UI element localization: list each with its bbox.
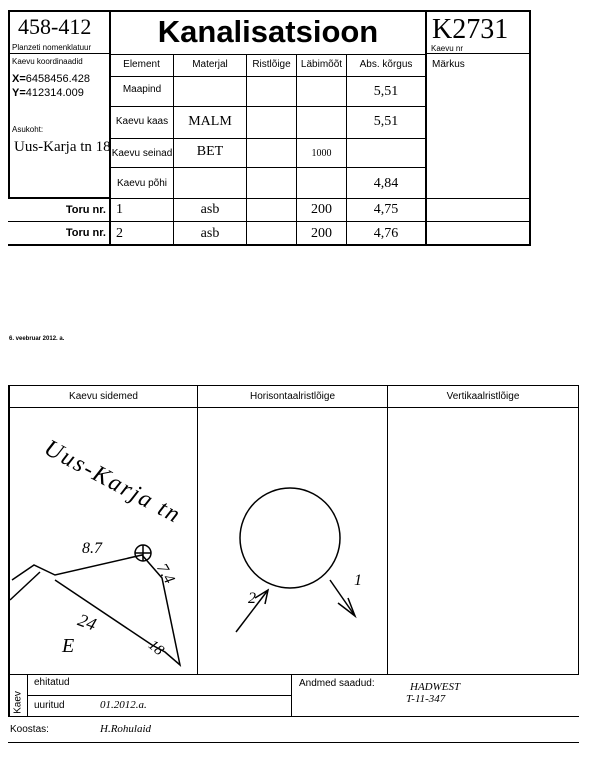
pipe-1-material: asb [200, 202, 220, 217]
date-note: 6. veebruar 2012. a. [9, 336, 65, 342]
compiled-label: Koostas: [10, 724, 49, 735]
row-diameter-walls: 1000 [311, 148, 332, 159]
row-element-ground: Maapind [122, 84, 162, 95]
row-element-bottom: Kaevu põhi [116, 178, 168, 189]
pipe-2-height: 4,76 [373, 226, 399, 241]
x-label: X= [12, 73, 26, 85]
nomenclature-label: Planzeti nomenklatuur [12, 43, 92, 52]
pipe-1-line [330, 580, 355, 616]
col-title-horizontal: Horisontaalristlõige [249, 391, 336, 402]
col-header-material: Materjal [192, 59, 228, 70]
sketch-dim-left: 24 [75, 609, 100, 635]
sketch-dim-bottom: 18 [144, 637, 167, 660]
row-height-bottom: 4,84 [373, 176, 399, 191]
pipe-1-sketch-label: 1 [354, 572, 362, 589]
page-title: Kanalisatsioon [157, 14, 379, 49]
pipe-2-sketch-label: 2 [248, 590, 256, 607]
pipe-1-number: 1 [116, 202, 123, 217]
pipe-2-diameter: 200 [311, 226, 332, 241]
sketch-dim-right: 7.4 [153, 560, 178, 587]
pipe-2-label: Toru nr. [65, 227, 106, 239]
row-element-walls: Kaevu seinad [111, 148, 173, 159]
coords-label: Kaevu koordinaadid [12, 57, 83, 66]
row-height-lid: 5,51 [373, 114, 399, 129]
sketch-street-text: Uus-Karja tn [39, 435, 186, 530]
sketch-dim-left-letter: E [62, 635, 75, 657]
col-header-cross-section: Ristlõige [252, 59, 291, 70]
y-value: 412314.009 [25, 87, 84, 99]
x-value: 6458456.428 [25, 73, 90, 85]
col-title-vertical: Vertikaalristlõige [446, 391, 520, 402]
well-number-label: Kaevu nr [431, 44, 464, 53]
pipe-1-height: 4,75 [373, 202, 399, 217]
pipe-2-material: asb [200, 226, 220, 241]
data-from-company: HADWEST [410, 681, 461, 693]
row-element-lid: Kaevu kaas [115, 116, 169, 127]
horizontal-well-circle [240, 488, 340, 588]
row-material-lid: MALM [188, 114, 232, 129]
data-from-code: T-11-347 [406, 693, 446, 705]
well-number: K2731 [432, 14, 509, 45]
sketch-dim-top: 8.7 [82, 540, 102, 557]
data-from-label: Andmed saadud: [299, 678, 375, 689]
nomenclature-number: 458-412 [18, 14, 92, 39]
row-material-walls: BET [196, 144, 224, 159]
row-height-ground: 5,51 [373, 84, 399, 99]
surveyed-label: uuritud [34, 700, 65, 711]
location-label: Asukoht: [12, 125, 44, 134]
sketch-edge-line [10, 572, 40, 600]
col-title-connections: Kaevu sidemed [69, 391, 138, 402]
y-label: Y= [12, 87, 26, 99]
compiled-value: H.Rohulaid [100, 723, 152, 735]
footer-side-label: Kaev [12, 691, 24, 714]
surveyed-value: 01.2012.a. [100, 699, 147, 711]
pipe-1-label: Toru nr. [65, 204, 106, 216]
col-header-diameter: Läbimõõt [300, 59, 343, 70]
pipe-1-diameter: 200 [311, 202, 332, 217]
pipe-2-number: 2 [116, 226, 123, 241]
built-label: ehitatud [34, 677, 70, 688]
col-header-abs-height: Abs. kõrgus [359, 59, 413, 70]
col-header-remarks: Märkus [432, 59, 465, 70]
location-value: Uus-Karja tn 18 [14, 139, 111, 155]
col-header-element: Element [123, 59, 160, 70]
